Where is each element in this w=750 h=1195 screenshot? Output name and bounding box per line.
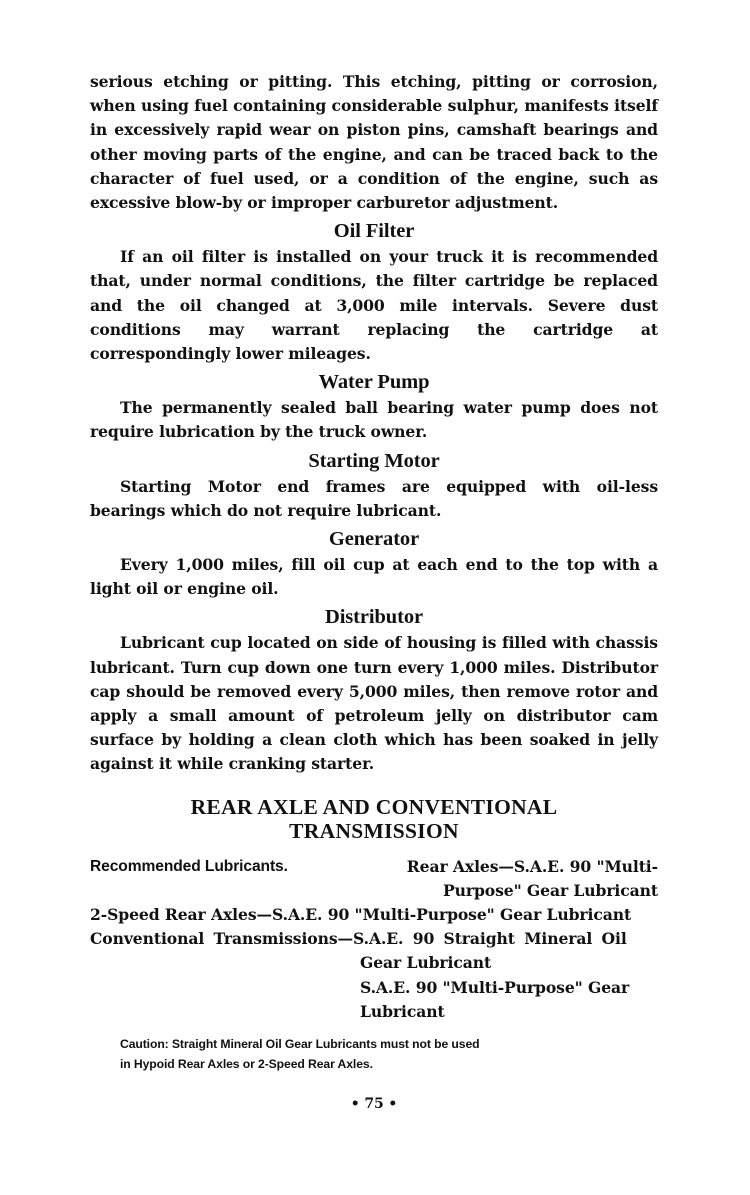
rear-axle-title-line2: TRANSMISSION <box>289 818 459 843</box>
heading-oil-filter: Oil Filter <box>333 220 415 243</box>
lubricants-line-2: Purpose" Gear Lubricant <box>442 880 658 900</box>
caution-note <box>120 1034 658 1074</box>
recommended-lubricants-label: Recommended Lubricants. <box>90 857 288 875</box>
body-starting-motor: Starting Motor end frames are equipped with oil-less bearings which do not require lubricant. <box>90 476 658 520</box>
lubricants-line-6: S.A.E. 90 "Multi-Purpose" Gear <box>360 977 630 997</box>
body-generator: Every 1,000 miles, fill oil cup at each end to the top with a light oil or engine oil. <box>90 555 658 599</box>
lubricants-line-4: Conventional Transmissions—S.A.E. 90 Straight Mineral Oil <box>90 929 627 949</box>
caution-line-2: in Hypoid Rear Axles or 2-Speed Rear Axles. <box>120 1057 373 1072</box>
lubricants-line-3: 2-Speed Rear Axles—S.A.E. 90 "Multi-Purpose" Gear Lubricant <box>90 905 632 925</box>
manual-page <box>90 70 658 1116</box>
body-distributor: Lubricant cup located on side of housing is filled with chassis lubricant. Turn cup down one turn every 1,000 miles. Distributor cap should be removed every 5,000 miles, then remove rotor and apply a small amount of petroleum jelly on distributor cam surface by holding a clean cloth which has been soaked in jelly against it while cranking starter. <box>90 633 658 774</box>
rear-axle-title <box>90 795 658 843</box>
rear-axle-title-line1: REAR AXLE AND CONVENTIONAL <box>190 794 558 819</box>
rear-axles-spec: Rear Axles—S.A.E. 90 "Multi- <box>406 856 658 876</box>
heading-distributor: Distributor <box>325 606 423 629</box>
lubricants-line-7: Lubricant <box>360 1001 445 1021</box>
page-number: • 75 • <box>350 1096 398 1113</box>
heading-water-pump: Water Pump <box>318 371 430 394</box>
lubricants-line-5: Gear Lubricant <box>360 953 492 973</box>
body-oil-filter: If an oil filter is installed on your truck it is recommended that, under normal conditions, the filter cartridge be replaced and the oil changed at 3,000 mile intervals. Severe dust conditions may warrant replacing the cartridge at correspondingly lower mileages. <box>90 247 658 364</box>
body-water-pump: The permanently sealed ball bearing water pump does not require lubrication by the truck owner. <box>90 398 658 442</box>
heading-starting-motor: Starting Motor <box>308 449 440 472</box>
caution-line-1: Caution: Straight Mineral Oil Gear Lubricants must not be used <box>120 1037 480 1052</box>
intro-paragraph: serious etching or pitting. This etching, pitting or corrosion, when using fuel containing considerable sulphur, manifests itself in excessively rapid wear on piston pins, camshaft bearings and other moving parts of the engine, and can be traced back to the character of fuel used, or a condition of the engine, such as excessive blow-by or improper carburetor adjustment. <box>90 72 658 213</box>
heading-generator: Generator <box>328 528 420 551</box>
lubricants-line-1 <box>90 855 658 879</box>
